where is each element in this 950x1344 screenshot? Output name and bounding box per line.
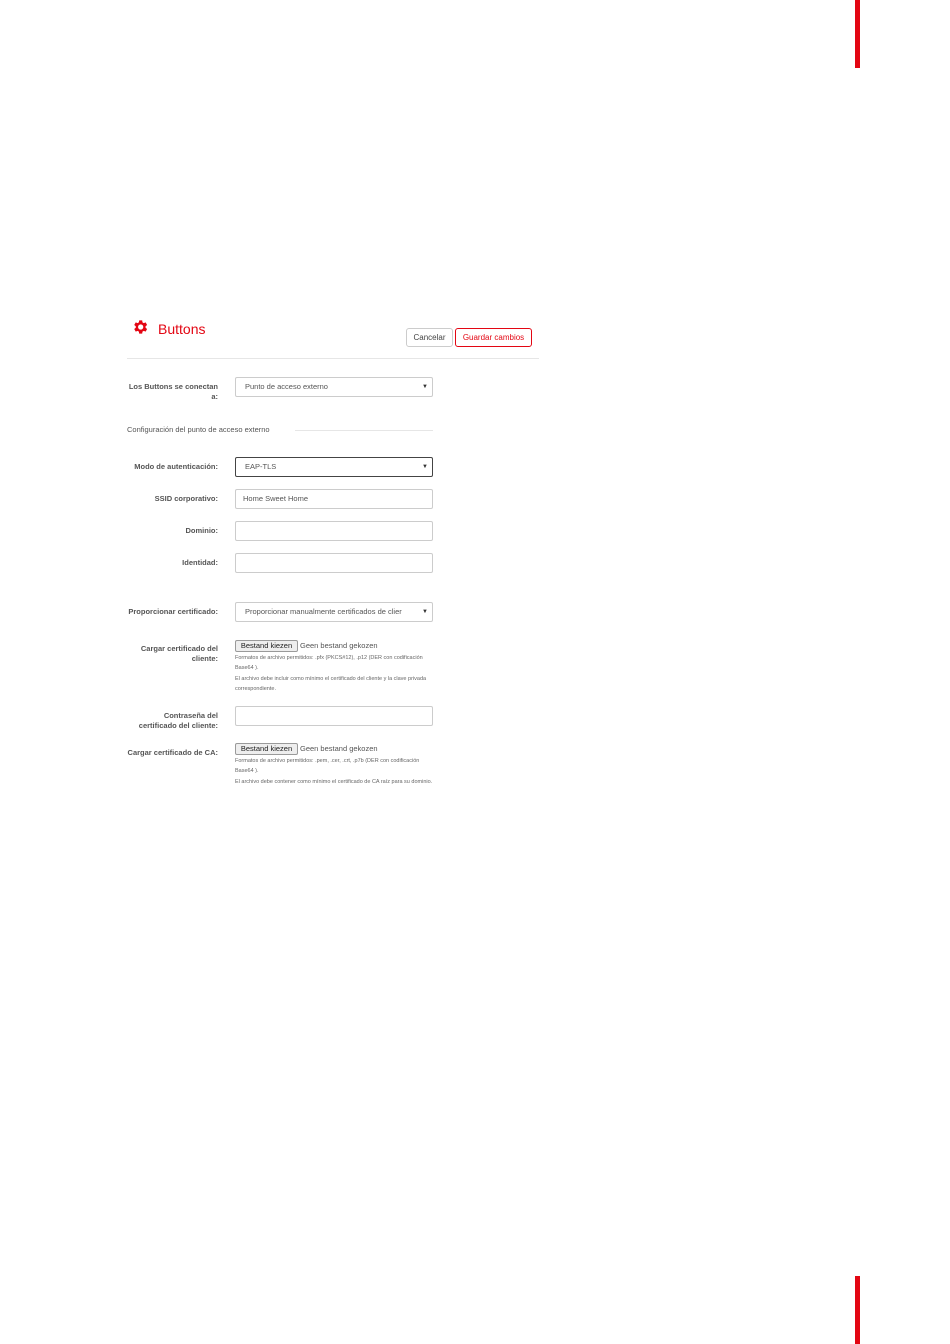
connect-to-value: Punto de acceso externo bbox=[245, 382, 328, 391]
cancel-button[interactable]: Cancelar bbox=[406, 328, 453, 347]
auth-mode-value: EAP-TLS bbox=[245, 462, 277, 471]
provide-cert-select[interactable] bbox=[235, 602, 433, 622]
page-edge-mark-top bbox=[855, 0, 860, 68]
ssid-label: SSID corporativo: bbox=[154, 494, 218, 503]
client-cert-choose-button[interactable]: Bestand kiezen bbox=[235, 640, 298, 652]
domain-label: Dominio: bbox=[185, 526, 218, 535]
provide-cert-value: Proporcionar manualmente certificados de clier bbox=[245, 607, 402, 616]
page-title: Buttons bbox=[158, 321, 206, 337]
identity-input[interactable] bbox=[235, 553, 433, 573]
ca-cert-choose-button[interactable]: Bestand kiezen bbox=[235, 743, 298, 755]
section-title: Configuración del punto de acceso externo bbox=[127, 425, 270, 434]
ca-cert-file-status: Geen bestand gekozen bbox=[300, 744, 378, 753]
buttons-settings-panel bbox=[127, 316, 539, 806]
chevron-down-icon: ▼ bbox=[422, 464, 428, 470]
client-cert-help-formats: Formatos de archivo permitidos: .pfx (PKCS#12), .p12 (DER con codificación Base64 ). bbox=[235, 655, 423, 672]
ca-cert-label: Cargar certificado de CA: bbox=[127, 748, 218, 757]
page-edge-mark-bottom bbox=[855, 1276, 860, 1344]
connect-to-select[interactable] bbox=[235, 377, 433, 397]
client-cert-file-status: Geen bestand gekozen bbox=[300, 641, 378, 650]
panel-header bbox=[127, 316, 539, 359]
identity-label: Identidad: bbox=[182, 558, 218, 567]
ssid-input[interactable]: Home Sweet Home bbox=[235, 489, 433, 509]
section-divider bbox=[295, 430, 433, 431]
client-cert-label: Cargar certificado del cliente: bbox=[140, 644, 218, 663]
auth-mode-label: Modo de autenticación: bbox=[134, 462, 218, 471]
domain-input[interactable] bbox=[235, 521, 433, 541]
provide-cert-label: Proporcionar certificado: bbox=[128, 607, 218, 616]
client-cert-help-content: El archivo debe incluir como mínimo el certificado del cliente y la clave privada correspondiente. bbox=[235, 676, 427, 693]
client-cert-password-input[interactable] bbox=[235, 706, 433, 726]
chevron-down-icon: ▼ bbox=[422, 384, 428, 390]
ca-cert-help-content: El archivo debe contener como mínimo el certificado de CA raíz para su dominio. bbox=[235, 779, 433, 785]
gear-icon bbox=[131, 318, 149, 336]
connect-to-label: Los Buttons se conectan a: bbox=[128, 382, 218, 401]
chevron-down-icon: ▼ bbox=[422, 609, 428, 615]
save-changes-button[interactable]: Guardar cambios bbox=[455, 328, 532, 347]
client-cert-password-label: Contraseña del certificado del cliente: bbox=[138, 711, 218, 730]
ca-cert-help-formats: Formatos de archivo permitidos: .pem, .cer, .crt, .p7b (DER con codificación Base64 ). bbox=[235, 758, 420, 775]
auth-mode-select[interactable] bbox=[235, 457, 433, 477]
